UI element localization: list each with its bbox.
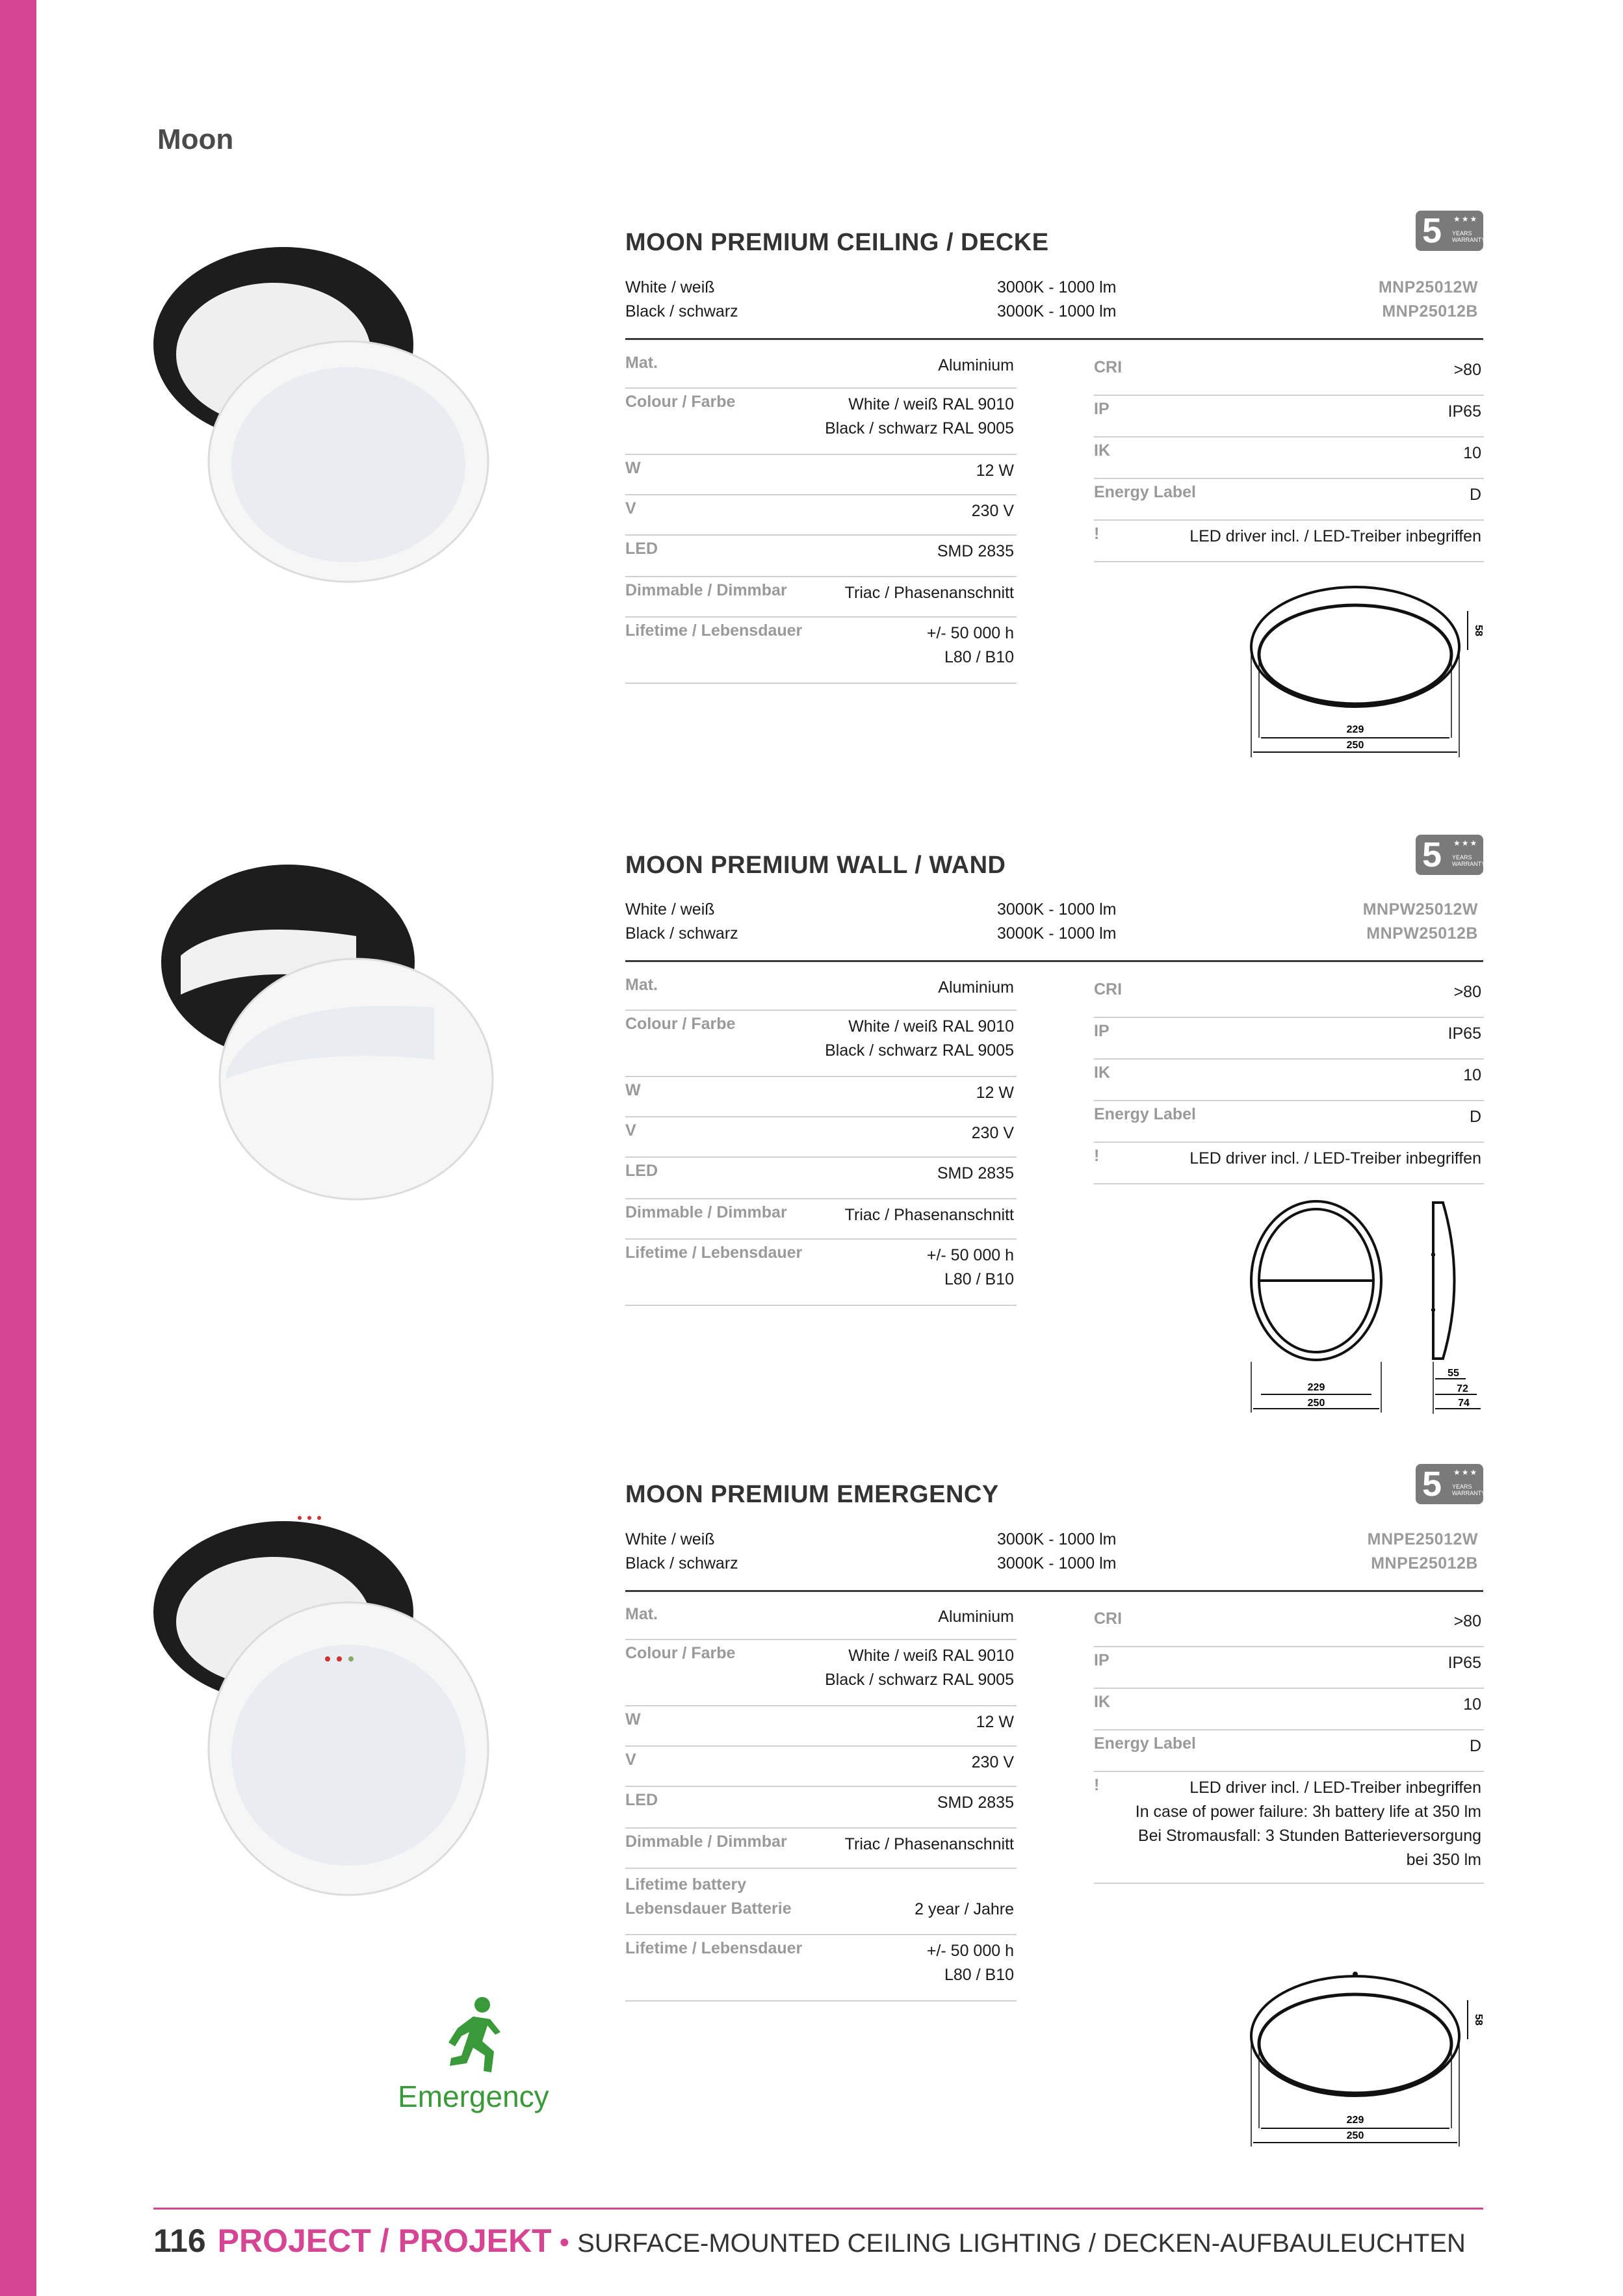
page-footer	[153, 2222, 1466, 2260]
spec-label: CRI	[1094, 358, 1123, 376]
spec-value: Triac / Phasenanschnitt	[844, 1206, 1014, 1224]
variant-spec: 3000K - 1000 lm	[997, 1554, 1117, 1572]
spec-value: +/- 50 000 h L80 / B10	[926, 1942, 1014, 1984]
spec-value: LED driver incl. / LED-Treiber inbegriffen	[1189, 527, 1481, 545]
spec-row	[1094, 437, 1484, 479]
spec-row	[625, 455, 1017, 495]
emergency-label: Emergency	[398, 2080, 549, 2113]
spec-label: IK	[1094, 441, 1110, 460]
spec-label: CRI	[1094, 980, 1123, 998]
warranty-badge	[1416, 211, 1486, 251]
spec-label: Colour / Farbe	[625, 1644, 736, 1662]
spec-table-right	[1094, 354, 1484, 562]
variant-name: Black / schwarz	[625, 1554, 738, 1572]
spec-value: Aluminium	[938, 356, 1014, 374]
divider	[625, 338, 1483, 340]
spec-label: Lifetime / Lebensdauer	[625, 621, 803, 640]
spec-row	[625, 536, 1017, 577]
spec-label: Mat.	[625, 354, 658, 372]
spec-row	[625, 577, 1017, 618]
spec-label: Energy Label	[1094, 1734, 1196, 1753]
footer-subtitle: SURFACE-MOUNTED CEILING LIGHTING / DECKEN-AUFBAULEUCHTEN	[577, 2229, 1466, 2258]
spec-row	[1094, 976, 1484, 1018]
spec-value: 230 V	[971, 1753, 1014, 1771]
spec-value: 10	[1463, 444, 1481, 462]
spec-value: 230 V	[971, 1124, 1014, 1142]
variant-row	[625, 1554, 1483, 1578]
spec-row	[625, 1199, 1017, 1240]
dimension-inner: 229	[1346, 2115, 1364, 2126]
product-title: MOON PREMIUM EMERGENCY	[625, 1481, 999, 1508]
stars-icon: ★★★	[1453, 839, 1479, 848]
spec-label: IK	[1094, 1693, 1110, 1711]
spec-label: CRI	[1094, 1610, 1123, 1628]
variant-list	[625, 900, 1483, 948]
variant-spec: 3000K - 1000 lm	[997, 278, 1117, 296]
spec-value: White / weiß RAL 9010 Black / schwarz RAL 9005	[825, 1647, 1014, 1689]
spec-row	[1094, 1772, 1484, 1884]
spec-row	[1094, 479, 1484, 521]
spec-label: W	[625, 1710, 641, 1729]
variant-spec: 3000K - 1000 lm	[997, 1530, 1117, 1548]
spec-value: SMD 2835	[937, 542, 1014, 560]
dimension-inner: 229	[1346, 724, 1364, 735]
spec-row	[625, 1787, 1017, 1829]
spec-label: Dimmable / Dimmbar	[625, 581, 787, 599]
page-number: 116	[153, 2223, 206, 2259]
warranty-number: 5	[1422, 835, 1442, 874]
spec-row	[1094, 1606, 1484, 1647]
spec-table-left	[625, 350, 1017, 684]
spec-label: IP	[1094, 1651, 1110, 1669]
spec-label: V	[625, 499, 636, 517]
spec-row	[625, 1706, 1017, 1747]
spec-row	[625, 1601, 1017, 1640]
spec-value: 2 year / Jahre	[915, 1900, 1014, 1918]
spec-row	[625, 1747, 1017, 1787]
spec-value: White / weiß RAL 9010 Black / schwarz RAL 9005	[825, 395, 1014, 437]
spec-value: IP65	[1448, 1654, 1481, 1672]
footer-bullet: •	[559, 2226, 570, 2258]
product-photo-emergency	[153, 1515, 491, 1918]
variant-code: MNP25012W	[1378, 278, 1478, 296]
spec-value: 12 W	[976, 1084, 1014, 1102]
spec-value: 10	[1463, 1695, 1481, 1714]
spec-row	[1094, 354, 1484, 396]
spec-value: 12 W	[976, 1713, 1014, 1731]
dimension-drawing-ceiling	[1248, 582, 1488, 770]
spec-label: Dimmable / Dimmbar	[625, 1833, 787, 1851]
spec-row	[1094, 1101, 1484, 1143]
dimension-height: 58	[1473, 625, 1484, 636]
spec-label: Dimmable / Dimmbar	[625, 1203, 787, 1221]
variant-spec: 3000K - 1000 lm	[997, 900, 1117, 919]
spec-label: Colour / Farbe	[625, 1015, 736, 1033]
dimension-outer: 250	[1346, 2130, 1364, 2141]
spec-value: +/- 50 000 h L80 / B10	[926, 1246, 1014, 1288]
spec-row	[625, 495, 1017, 536]
product-photo-wall	[161, 865, 499, 1203]
variant-row	[625, 278, 1483, 302]
spec-table-right	[1094, 976, 1484, 1184]
spec-value: +/- 50 000 h L80 / B10	[926, 624, 1014, 666]
page-edge-bar	[0, 0, 36, 2296]
variant-list	[625, 278, 1483, 326]
spec-row	[1094, 396, 1484, 437]
variant-name: White / weiß	[625, 900, 715, 919]
spec-value: SMD 2835	[937, 1794, 1014, 1812]
footer-divider	[153, 2208, 1483, 2210]
variant-code: MNPW25012W	[1362, 900, 1478, 919]
spec-row	[1094, 521, 1484, 562]
spec-value: Aluminium	[938, 978, 1014, 997]
variant-code: MNP25012B	[1382, 302, 1478, 320]
emergency-badge	[390, 1996, 559, 2113]
running-man-icon	[441, 1996, 512, 2077]
spec-label: LED	[625, 1791, 658, 1809]
dimension-d1: 55	[1448, 1368, 1459, 1379]
dimension-d2: 72	[1457, 1383, 1468, 1394]
warranty-number: 5	[1422, 1465, 1442, 1504]
spec-label: Mat.	[625, 1605, 658, 1623]
spec-label: IP	[1094, 400, 1110, 418]
spec-table-right	[1094, 1606, 1484, 1884]
variant-row	[625, 1530, 1483, 1554]
spec-row	[625, 1240, 1017, 1306]
spec-label: Energy Label	[1094, 1105, 1196, 1123]
dimension-d3: 74	[1458, 1398, 1470, 1409]
variant-spec: 3000K - 1000 lm	[997, 302, 1117, 320]
spec-row	[625, 1077, 1017, 1117]
spec-label: !	[1094, 1147, 1100, 1165]
spec-value: >80	[1453, 361, 1481, 379]
spec-label: W	[625, 459, 641, 477]
stars-icon: ★★★	[1453, 1468, 1479, 1477]
section-title: Moon	[157, 124, 234, 155]
spec-value: 230 V	[971, 502, 1014, 520]
spec-label: V	[625, 1121, 636, 1140]
variant-spec: 3000K - 1000 lm	[997, 924, 1117, 943]
variant-name: White / weiß	[625, 278, 715, 296]
dimension-drawing-wall	[1248, 1199, 1488, 1414]
warranty-badge	[1416, 1464, 1486, 1504]
spec-label: Colour / Farbe	[625, 393, 736, 411]
variant-code: MNPW25012B	[1366, 924, 1478, 943]
variant-name: Black / schwarz	[625, 924, 738, 943]
spec-value: SMD 2835	[937, 1164, 1014, 1182]
spec-value: Triac / Phasenanschnitt	[844, 1835, 1014, 1853]
spec-row	[625, 972, 1017, 1011]
spec-row	[625, 350, 1017, 389]
spec-label: Energy Label	[1094, 483, 1196, 501]
variant-code: MNPE25012W	[1367, 1530, 1478, 1548]
spec-value: 10	[1463, 1066, 1481, 1084]
variant-row	[625, 302, 1483, 326]
spec-label: !	[1094, 1776, 1100, 1794]
spec-value: LED driver incl. / LED-Treiber inbegriffen	[1189, 1149, 1481, 1168]
spec-label: Lifetime / Lebensdauer	[625, 1939, 803, 1957]
spec-row	[1094, 1143, 1484, 1184]
spec-label: IP	[1094, 1022, 1110, 1040]
dimension-drawing-emergency	[1248, 1964, 1488, 2159]
spec-value: >80	[1453, 983, 1481, 1001]
spec-label: Lifetime battery Lebensdauer Batterie	[625, 1875, 792, 1918]
dimension-outer: 250	[1307, 1398, 1325, 1409]
spec-row	[625, 1158, 1017, 1199]
spec-label: V	[625, 1751, 636, 1769]
warranty-text: YEARS WARRANTY	[1452, 854, 1486, 867]
warranty-number: 5	[1422, 211, 1442, 250]
spec-value: IP65	[1448, 402, 1481, 421]
spec-label: IK	[1094, 1063, 1110, 1082]
warranty-text: YEARS WARRANTY	[1452, 230, 1486, 243]
spec-value: 12 W	[976, 462, 1014, 480]
spec-value: D	[1469, 1108, 1481, 1126]
spec-row	[625, 1011, 1017, 1077]
spec-label: Mat.	[625, 976, 658, 994]
variant-name: Black / schwarz	[625, 302, 738, 320]
divider	[625, 1590, 1483, 1592]
spec-row	[625, 1869, 1017, 1935]
spec-value: Triac / Phasenanschnitt	[844, 584, 1014, 602]
spec-row	[1094, 1018, 1484, 1060]
spec-value: LED driver incl. / LED-Treiber inbegriffen In case of power failure: 3h battery life at 350 lm Bei Stromausfall: 3 Stunden Batterieversorgung bei 350 lm	[1135, 1779, 1481, 1869]
variant-code: MNPE25012B	[1371, 1554, 1478, 1572]
spec-value: >80	[1453, 1612, 1481, 1630]
divider	[625, 960, 1483, 962]
spec-row	[1094, 1730, 1484, 1772]
product-photo-ceiling	[153, 247, 491, 585]
warranty-text: YEARS WARRANTY	[1452, 1483, 1486, 1496]
spec-table-left	[625, 1601, 1017, 2002]
spec-row	[625, 1829, 1017, 1869]
spec-value: White / weiß RAL 9010 Black / schwarz RAL 9005	[825, 1017, 1014, 1060]
variant-row	[625, 900, 1483, 924]
spec-value: D	[1469, 1737, 1481, 1755]
spec-row	[1094, 1689, 1484, 1730]
spec-label: W	[625, 1081, 641, 1099]
spec-row	[625, 1117, 1017, 1158]
spec-value: Aluminium	[938, 1608, 1014, 1626]
spec-label: LED	[625, 1162, 658, 1180]
dimension-height: 58	[1473, 2014, 1484, 2026]
product-title: MOON PREMIUM WALL / WAND	[625, 852, 1006, 879]
spec-label: LED	[625, 540, 658, 558]
variant-name: White / weiß	[625, 1530, 715, 1548]
spec-value: D	[1469, 486, 1481, 504]
spec-row	[625, 1935, 1017, 2002]
product-title: MOON PREMIUM CEILING / DECKE	[625, 229, 1049, 256]
spec-value: IP65	[1448, 1024, 1481, 1043]
spec-row	[625, 389, 1017, 455]
spec-label: Lifetime / Lebensdauer	[625, 1244, 803, 1262]
warranty-badge	[1416, 835, 1486, 875]
spec-row	[1094, 1060, 1484, 1101]
variant-row	[625, 924, 1483, 948]
spec-row	[625, 618, 1017, 684]
dimension-inner: 229	[1307, 1382, 1325, 1393]
stars-icon: ★★★	[1453, 215, 1479, 224]
dimension-outer: 250	[1346, 740, 1364, 751]
spec-row	[1094, 1647, 1484, 1689]
spec-label: !	[1094, 525, 1100, 543]
spec-table-left	[625, 972, 1017, 1306]
footer-section: PROJECT / PROJEKT	[217, 2223, 552, 2259]
variant-list	[625, 1530, 1483, 1578]
spec-row	[625, 1640, 1017, 1706]
